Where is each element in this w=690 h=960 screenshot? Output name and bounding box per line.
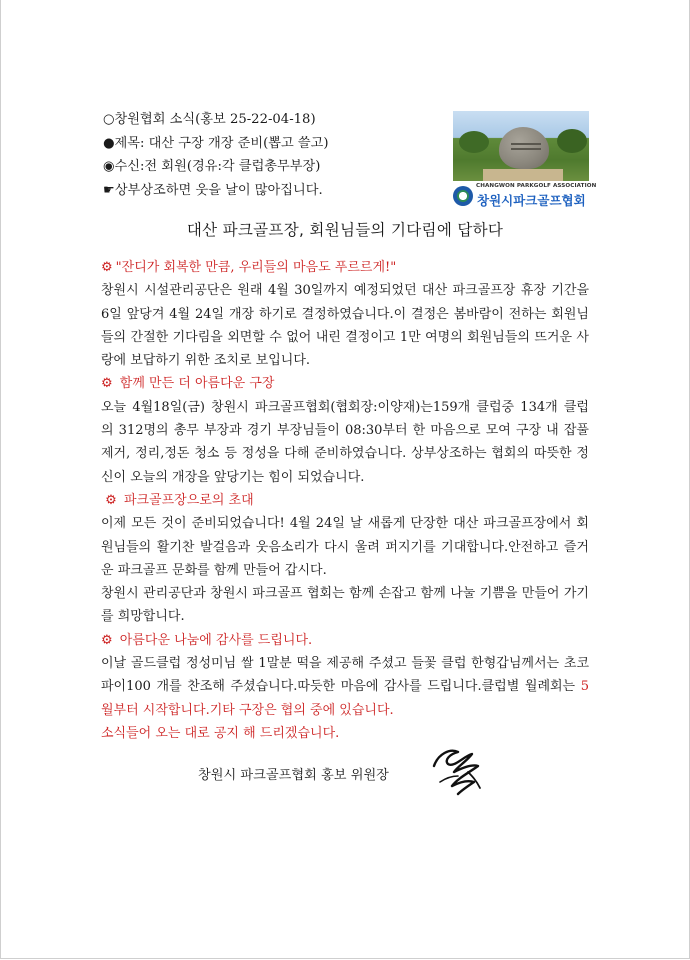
- section-heading: ⚙ 함께 만든 더 아름다운 구장: [101, 372, 589, 395]
- notice-header: [103, 108, 433, 202]
- park-photo: [453, 111, 589, 181]
- section-heading: ⚙ "잔디가 회복한 만큼, 우리들의 마음도 푸르르게!": [101, 256, 589, 279]
- section-paragraph: 이제 모든 것이 준비되었습니다! 4월 24일 날 새롭게 단장한 대산 파크골프장에서 회원님들의 활기찬 발걸음과 웃음소리가 다시 울려 퍼지기를 기대합니다.안전하고 즐거운 파크골프 문화를 함께 만들어 갑시다.: [101, 516, 589, 578]
- gear-icon: ⚙: [105, 492, 117, 508]
- association-name-ko: 창원시파크골프협회: [477, 193, 586, 208]
- stone-monument: [499, 127, 549, 169]
- notice-recipients: ◉수신:전 회원(경유:각 클럽총무부장): [103, 159, 321, 174]
- notice-motto: ☛상부상조하면 웃을 날이 많아집니다.: [103, 182, 323, 198]
- schedule-note: 5월부터 시작합니다.기타 구장은 협의 중에 있습니다.: [101, 679, 589, 718]
- notice-source: ○창원협회 소식(홍보 25-22-04-18): [103, 112, 316, 127]
- gear-icon: ⚙: [101, 632, 113, 648]
- page-title: 대산 파크골프장, 회원님들의 기다림에 답하다: [186, 221, 504, 239]
- section-paragraph: 창원시 관리공단과 창원시 파크골프 협회는 함께 손잡고 함께 나눌 기쁨을 만들어 가기를 희망합니다.: [101, 586, 589, 625]
- section-heading: ⚙ 파크골프장으로의 초대: [101, 489, 589, 512]
- section-paragraph: 오늘 4월18일(금) 창원시 파크골프협회(협회장:이양재)는159개 클럽중 134개 클럽의 312명의 총무 부장과 경기 부장님들이 08:30부터 한 마음으로 모여 구장 내 잡풀 제거, 정리,정돈 청소 등 정성을 다해 준비하였습니다. 상부상조하는 협회의 따뜻한 정신이 오늘의 개장을 앞당기는 힘이 되었습니다.: [101, 399, 589, 485]
- section-heading: ⚙ 아름다운 나눔에 감사를 드립니다.: [101, 629, 589, 652]
- section-paragraph: 이날 골드클럽 정성미님 쌀 1말분 떡을 제공해 주셨고 들꽃 클럽 한형갑님께서는 초코파이100 개를 찬조해 주셨습니다.따듯한 마음에 감사를 드립니다.클럽별 월례회는 5월부터 시작합니다.기타 구장은 협의 중에 있습니다.: [101, 656, 589, 718]
- handwritten-signature: [428, 742, 488, 798]
- closing-note: 소식들어 오는 대로 공지 해 드리겠습니다.: [101, 725, 340, 741]
- notice-subject: ●제목: 대산 구장 개장 준비(뽑고 쓸고): [103, 135, 329, 151]
- gear-icon: ⚙: [101, 260, 113, 275]
- association-logo: [453, 183, 597, 208]
- association-name-en: CHANGWON PARKGOLF ASSOCIATION: [476, 183, 597, 189]
- association-emblem-icon: [453, 186, 473, 206]
- article-body: [101, 256, 589, 745]
- signature-line: 창원시 파크골프협회 홍보 위원장: [198, 768, 389, 783]
- section-paragraph: 창원시 시설관리공단은 원래 4월 30일까지 예정되었던 대산 파크골프장 휴장 기간을 6일 앞당겨 4월 24일 개장 하기로 결정하였습니다.이 결정은 봄바람이 전하는 회원님들의 간절한 기다림을 외면할 수 없어 내린 결정이고 1만 여명의 회원님들의 뜨거운 사랑에 보답하기 위한 조치로 보입니다.: [101, 283, 589, 369]
- gear-icon: ⚙: [101, 376, 113, 392]
